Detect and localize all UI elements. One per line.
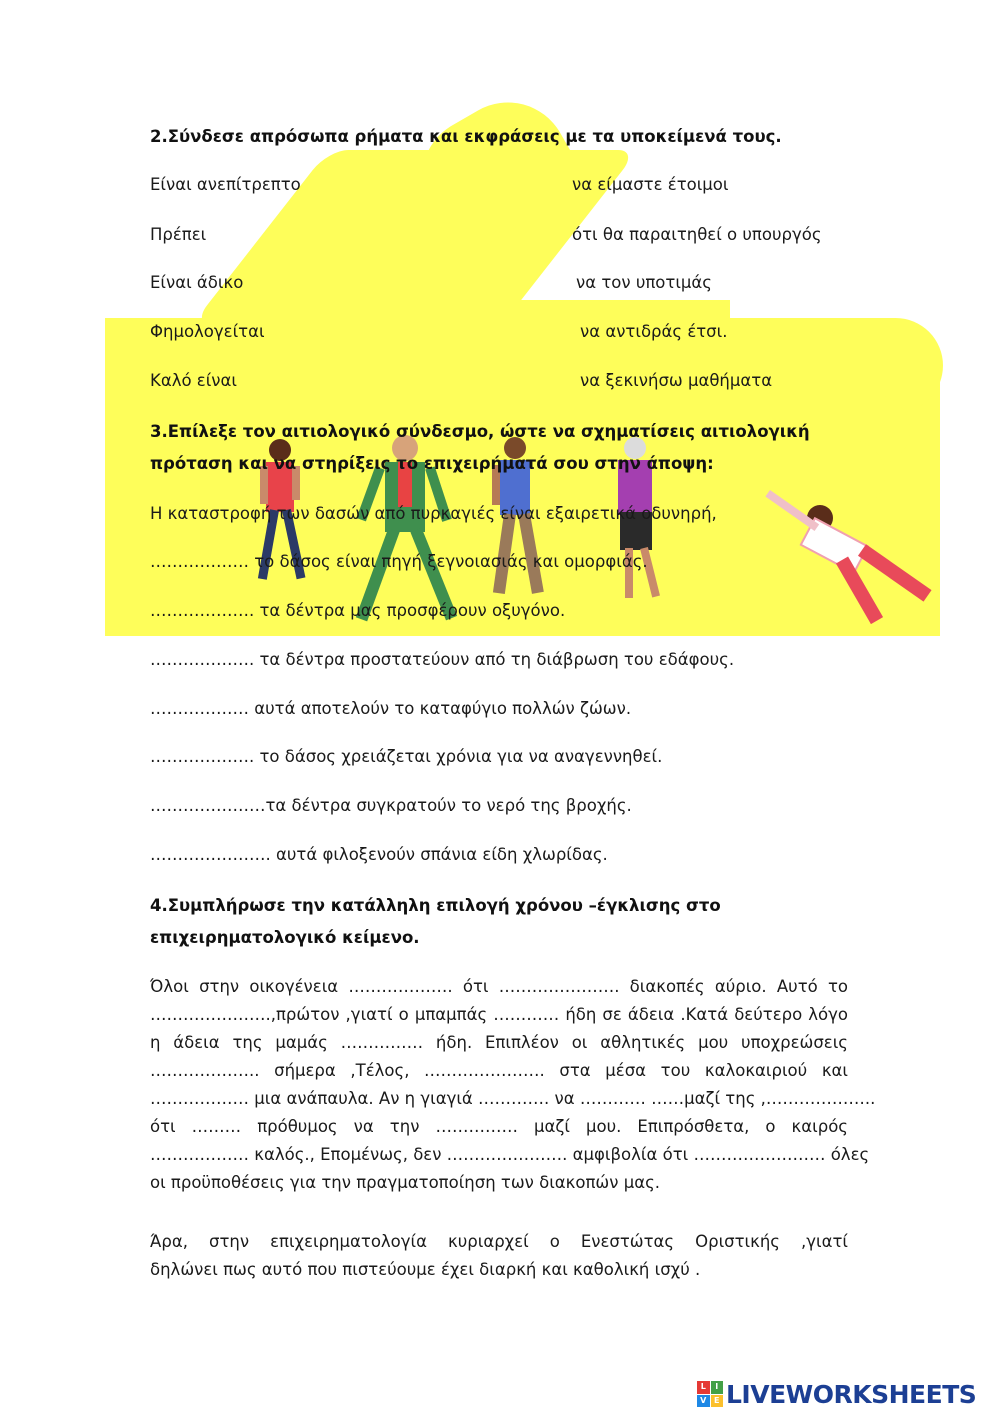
person-pushing	[765, 490, 931, 624]
fill-item-4[interactable]: ……………… αυτά αποτελούν το καταφύγιο πολλών ζώων.	[150, 699, 632, 718]
fill-item-5[interactable]: ………………. το δάσος χρειάζεται χρόνια για να αναγεννηθεί.	[150, 747, 663, 766]
section2-heading: 2.Σύνδεσε απρόσωπα ρήματα και εκφράσεις με τα υποκείμενά τους.	[150, 127, 782, 146]
liveworksheets-logo-text: LIVEWORKSHEETS	[726, 1379, 977, 1409]
section4-paragraph	[150, 973, 876, 1197]
conclusion-line-1: Άρα, στην επιχειρηματολογία κυριαρχεί ο Ενεστώτας Οριστικής ,γιατί	[150, 1232, 848, 1251]
match-left-3[interactable]: Είναι άδικο	[150, 273, 244, 292]
section3-heading-line1: 3.Επίλεξε τον αιτιολογικό σύνδεσμο, ώστε να σχηματίσεις αιτιολογική	[150, 422, 810, 441]
match-left-1[interactable]: Είναι ανεπίτρεπτο	[150, 175, 301, 194]
match-right-4[interactable]: να αντιδράς έτσι.	[580, 322, 728, 341]
section3-intro: Η καταστροφή των δασών από πυρκαγιές είναι εξαιρετικά οδυνηρή,	[150, 504, 717, 523]
paragraph-line-3[interactable]: η άδεια της μαμάς …………… ήδη. Επιπλέον οι αθλητικές μου υποχρεώσεις	[150, 1033, 848, 1052]
match-right-3[interactable]: να τον υποτιμάς	[576, 273, 712, 292]
fill-item-3[interactable]: ………………. τα δέντρα προστατεύουν από τη διάβρωση του εδάφους.	[150, 650, 735, 669]
match-left-5[interactable]: Καλό είναι	[150, 371, 237, 390]
section3-heading-line2: πρόταση και να στηρίξεις το επιχειρήματά σου στην άποψη:	[150, 454, 714, 473]
fill-item-7[interactable]: …………………. αυτά φιλοξενούν σπάνια είδη χλωρίδας.	[150, 845, 608, 864]
conclusion-line-2: δηλώνει πως αυτό που πιστεύουμε έχει διαρκή και καθολική ισχύ .	[150, 1260, 701, 1279]
paragraph-line-8[interactable]: οι προϋποθέσεις για την πραγματοποίηση των διακοπών μας.	[150, 1173, 661, 1192]
match-right-5[interactable]: να ξεκινήσω μαθήματα	[580, 371, 773, 390]
paragraph-line-4[interactable]: ……………….. σήμερα ,Τέλος, …………………. στα μέσα του καλοκαιριού και	[150, 1061, 848, 1080]
section4-heading-line2: επιχειρηματολογικό κείμενο.	[150, 928, 420, 947]
section4-conclusion	[150, 1228, 848, 1284]
paragraph-line-7[interactable]: ……………… καλός., Επομένως, δεν …………………. αμφιβολία ότι …………………… όλες	[150, 1145, 870, 1164]
fill-item-6[interactable]: …………………τα δέντρα συγκρατούν το νερό της βροχής.	[150, 796, 632, 815]
fill-item-1[interactable]: ……………… το δάσος είναι πηγή ξεγνοιασιάς και ομορφιάς.	[150, 552, 648, 571]
liveworksheets-logo[interactable]	[697, 1378, 976, 1410]
section4-heading-line1: 4.Συμπλήρωσε την κατάλληλη επιλογή χρόνου –έγκλισης στο	[150, 896, 721, 915]
fill-item-2[interactable]: ………………. τα δέντρα μας προσφέρουν οξυγόνο.	[150, 601, 566, 620]
paragraph-line-6[interactable]: ότι ……… πρόθυμος να την …………… μαζί μου. Επιπρόσθετα, ο καιρός	[150, 1117, 848, 1136]
match-left-2[interactable]: Πρέπει	[150, 225, 207, 244]
match-right-2[interactable]: ότι θα παραιτηθεί ο υπουργός	[572, 225, 822, 244]
paragraph-line-1[interactable]: Όλοι στην οικογένεια ………………. ότι …………………. διακοπές αύριο. Αυτό το	[150, 977, 848, 996]
match-left-4[interactable]: Φημολογείται	[150, 322, 265, 341]
paragraph-line-5[interactable]: ……………… μια ανάπαυλα. Αν η γιαγιά …………. να ………… ……μαζί της ,………………..	[150, 1089, 876, 1108]
liveworksheets-logo-icon: L I V E	[697, 1381, 723, 1407]
paragraph-line-2[interactable]: ………………….,πρώτον ,γιατί ο μπαμπάς ………… ήδη σε άδεια .Κατά δεύτερο λόγο	[150, 1005, 848, 1024]
match-right-1[interactable]: να είμαστε έτοιμοι	[572, 175, 729, 194]
